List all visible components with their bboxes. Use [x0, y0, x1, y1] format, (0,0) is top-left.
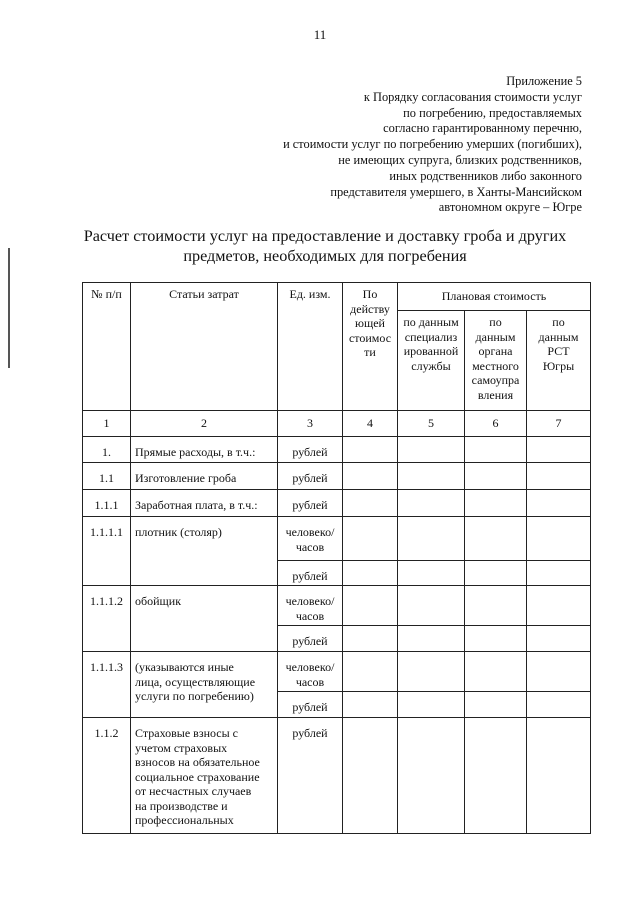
article-line: на производстве и	[135, 798, 228, 813]
article-line: Страховые взносы с	[135, 726, 239, 740]
table-row	[83, 437, 591, 463]
header-actual-line: По	[362, 287, 378, 301]
row-unit: рублей	[278, 463, 343, 490]
appendix-line: и стоимости услуг по погребению умерших (погибших),	[283, 137, 582, 152]
row-article	[131, 718, 278, 834]
row-article: плотник (столяр)	[131, 517, 278, 586]
title-line-1: Расчет стоимости услуг на предоставление и доставку гроба и других	[83, 227, 567, 245]
cell-specialized	[398, 561, 465, 586]
cell-specialized	[398, 692, 465, 718]
header-actual-line: ти	[364, 345, 376, 359]
cell-actual	[343, 463, 398, 490]
column-number: 3	[278, 411, 343, 437]
cell-rst	[527, 692, 591, 718]
row-unit: рублей	[278, 718, 343, 834]
row-number: 1.1.2	[83, 718, 131, 834]
row-unit: рублей	[278, 561, 343, 586]
column-number: 7	[527, 411, 591, 437]
row-unit	[278, 517, 343, 561]
cell-specialized	[398, 517, 465, 561]
row-number: 1.1	[83, 463, 131, 490]
cell-actual	[343, 490, 398, 517]
cell-local	[465, 463, 527, 490]
header-specialized-service	[398, 311, 465, 411]
row-unit: рублей	[278, 692, 343, 718]
header-sub-line: по	[552, 315, 565, 329]
table-row	[83, 586, 591, 626]
cell-actual	[343, 692, 398, 718]
column-number: 4	[343, 411, 398, 437]
cell-actual	[343, 561, 398, 586]
cell-actual	[343, 626, 398, 652]
row-article: Изготовление гроба	[131, 463, 278, 490]
row-number: 1.1.1.3	[83, 652, 131, 718]
row-number: 1.1.1	[83, 490, 131, 517]
appendix-line: согласно гарантированному перечню,	[383, 121, 582, 136]
header-actual-line: стоимос	[348, 330, 392, 345]
header-sub-line: РСТ	[547, 344, 570, 358]
unit-line: часов	[295, 539, 325, 554]
cell-specialized	[398, 490, 465, 517]
appendix-line: автономном округе – Югре	[438, 200, 582, 215]
article-line: от несчастных случаев	[135, 784, 252, 798]
row-number: 1.	[83, 437, 131, 463]
article-line: социальное страхование	[135, 769, 260, 784]
cell-rst	[527, 652, 591, 692]
header-unit: Ед. изм.	[278, 283, 343, 411]
article-line: лица, осуществляющие	[135, 674, 256, 689]
header-sub-line: данным	[538, 329, 579, 344]
header-sub-line: самоупра	[471, 373, 520, 387]
table-row	[83, 517, 591, 561]
column-number: 6	[465, 411, 527, 437]
header-sub-line: специализ	[404, 329, 458, 344]
cell-rst	[527, 490, 591, 517]
cell-local	[465, 437, 527, 463]
cell-specialized	[398, 626, 465, 652]
document-title	[60, 226, 590, 266]
article-line: (указываются иные	[135, 660, 234, 674]
header-sub-line: ированной	[403, 344, 459, 358]
cell-rst	[527, 626, 591, 652]
table-row	[83, 652, 591, 692]
row-article: Прямые расходы, в т.ч.:	[131, 437, 278, 463]
table-row	[83, 718, 591, 834]
table-row	[83, 490, 591, 517]
unit-line: человеко/	[285, 594, 335, 608]
article-line: услуги по погребению)	[135, 689, 254, 703]
page-number: 11	[313, 27, 327, 42]
cell-specialized	[398, 652, 465, 692]
cell-rst	[527, 586, 591, 626]
appendix-line: к Порядку согласования стоимости услуг	[363, 89, 582, 104]
cell-specialized	[398, 463, 465, 490]
header-actual-line: ющей	[355, 316, 385, 330]
cell-local	[465, 586, 527, 626]
header-sub-line: местного	[472, 358, 519, 373]
column-number: 2	[131, 411, 278, 437]
header-num: № п/п	[83, 283, 131, 411]
row-number: 1.1.1.2	[83, 586, 131, 652]
cell-actual	[343, 437, 398, 463]
appendix-block	[283, 74, 582, 216]
title-line-2: предметов, необходимых для погребения	[183, 247, 467, 265]
cell-local	[465, 718, 527, 834]
unit-line: человеко/	[285, 525, 335, 539]
cell-local	[465, 561, 527, 586]
unit-line: часов	[295, 608, 325, 623]
header-sub-line: вления	[477, 387, 514, 402]
header-actual-cost	[343, 283, 398, 411]
header-planned-cost: Плановая стоимость	[398, 283, 591, 311]
row-article: обойщик	[131, 586, 278, 652]
cell-local	[465, 490, 527, 517]
column-number: 1	[83, 411, 131, 437]
row-unit: рублей	[278, 437, 343, 463]
appendix-line: Приложение 5	[506, 74, 582, 88]
header-local-government	[465, 311, 527, 411]
cell-rst	[527, 718, 591, 834]
header-sub-line: службы	[411, 358, 451, 373]
table-row	[83, 463, 591, 490]
cell-local	[465, 517, 527, 561]
row-article	[131, 652, 278, 718]
appendix-line: представителя умершего, в Ханты-Мансийском	[330, 184, 582, 199]
header-sub-line: органа	[478, 344, 513, 358]
appendix-line: по погребению, предоставляемых	[403, 105, 582, 120]
unit-line: человеко/	[285, 660, 335, 674]
margin-line	[8, 248, 10, 368]
header-actual-line: действу	[350, 301, 390, 316]
cell-specialized	[398, 718, 465, 834]
row-unit	[278, 586, 343, 626]
cell-rst	[527, 561, 591, 586]
cell-specialized	[398, 586, 465, 626]
cell-specialized	[398, 437, 465, 463]
row-number: 1.1.1.1	[83, 517, 131, 586]
appendix-line: иных родственников либо законного	[389, 168, 582, 183]
cell-actual	[343, 586, 398, 626]
header-sub-line: по данным	[403, 315, 459, 329]
header-sub-line: по	[489, 315, 502, 329]
header-sub-line: Югры	[542, 358, 575, 373]
article-line: учетом страховых	[135, 740, 228, 755]
header-rst-yugra	[527, 311, 591, 411]
row-unit: рублей	[278, 490, 343, 517]
cell-local	[465, 652, 527, 692]
header-article: Статьи затрат	[131, 283, 278, 411]
cell-actual	[343, 652, 398, 692]
cell-rst	[527, 437, 591, 463]
cell-actual	[343, 718, 398, 834]
cost-table	[82, 282, 591, 834]
unit-line: часов	[295, 674, 325, 689]
row-unit: рублей	[278, 626, 343, 652]
header-sub-line: данным	[475, 329, 516, 344]
cell-actual	[343, 517, 398, 561]
column-number: 5	[398, 411, 465, 437]
row-unit	[278, 652, 343, 692]
cell-local	[465, 626, 527, 652]
article-line: взносов на обязательное	[135, 755, 260, 769]
article-line: профессиональных	[135, 813, 234, 827]
row-article: Заработная плата, в т.ч.:	[131, 490, 278, 517]
appendix-line: не имеющих супруга, близких родственников,	[338, 152, 582, 167]
cell-rst	[527, 517, 591, 561]
cell-local	[465, 692, 527, 718]
cell-rst	[527, 463, 591, 490]
